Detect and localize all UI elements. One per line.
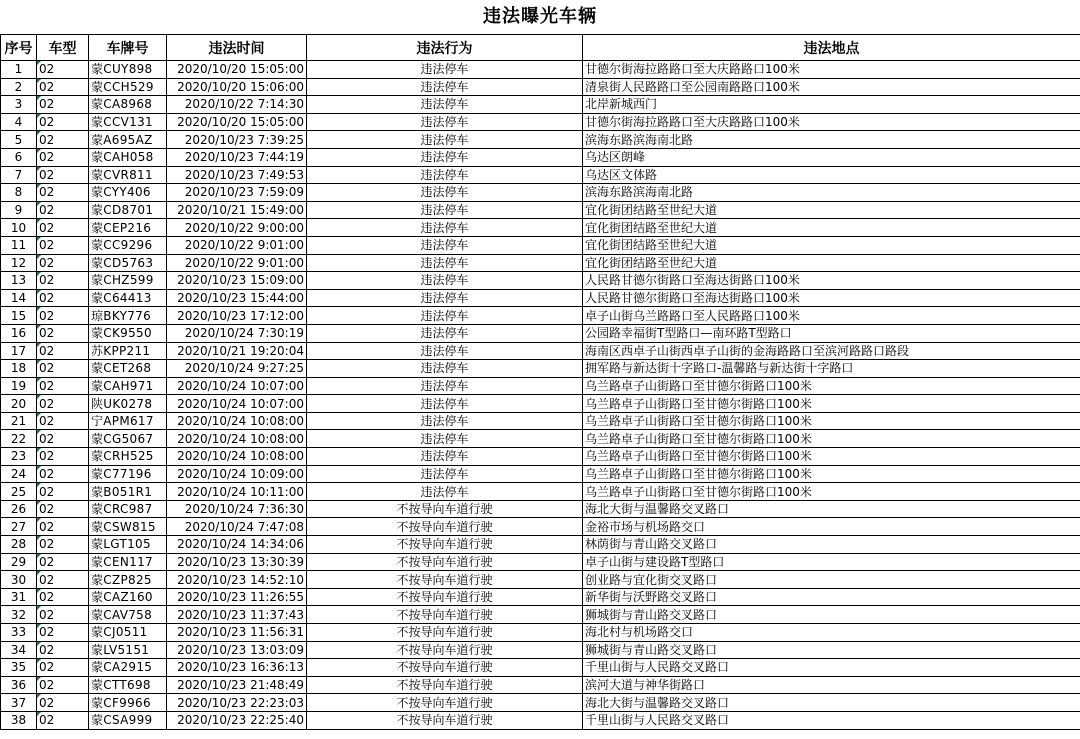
cell-violation-time[interactable]: 2020/10/24 10:08:00 [167, 430, 307, 448]
table-row[interactable] [1, 96, 1080, 114]
cell-violation-time[interactable]: 2020/10/23 22:25:40 [167, 711, 307, 729]
cell-violation-action[interactable]: 违法停车 [307, 131, 583, 149]
table-row[interactable] [1, 377, 1080, 395]
cell-violation-action[interactable]: 不按导向车道行驶 [307, 606, 583, 624]
cell-plate-number[interactable]: 蒙CA2915 [89, 659, 167, 677]
cell-violation-action[interactable]: 违法停车 [307, 272, 583, 290]
table-row[interactable] [1, 78, 1080, 96]
cell-violation-time[interactable]: 2020/10/23 14:52:10 [167, 571, 307, 589]
cell-plate-number[interactable]: 蒙B051R1 [89, 483, 167, 501]
cell-index[interactable]: 7 [1, 166, 37, 184]
cell-violation-location[interactable]: 乌兰路卓子山街路口至甘德尔街路口100米 [583, 465, 1080, 483]
cell-index[interactable]: 22 [1, 430, 37, 448]
cell-plate-number[interactable]: 蒙CAV758 [89, 606, 167, 624]
cell-violation-time[interactable]: 2020/10/21 15:49:00 [167, 201, 307, 219]
cell-violation-action[interactable]: 违法停车 [307, 254, 583, 272]
column-header-type: 车型 [37, 35, 89, 61]
cell-violation-location[interactable]: 乌兰路卓子山街路口至甘德尔街路口100米 [583, 412, 1080, 430]
cell-plate-number[interactable]: 蒙CRH525 [89, 448, 167, 466]
cell-violation-time[interactable]: 2020/10/20 15:05:00 [167, 113, 307, 131]
cell-index[interactable]: 31 [1, 588, 37, 606]
cell-violation-time[interactable]: 2020/10/23 15:09:00 [167, 272, 307, 290]
cell-vehicle-type[interactable]: 02 [37, 430, 89, 448]
cell-violation-time[interactable]: 2020/10/24 10:08:00 [167, 448, 307, 466]
cell-violation-location[interactable]: 乌兰路卓子山街路口至甘德尔街路口100米 [583, 430, 1080, 448]
table-row[interactable] [1, 148, 1080, 166]
cell-index[interactable]: 11 [1, 236, 37, 254]
cell-vehicle-type[interactable]: 02 [37, 289, 89, 307]
cell-plate-number[interactable]: 蒙CTT698 [89, 676, 167, 694]
table-row[interactable] [1, 711, 1080, 729]
cell-violation-time[interactable]: 2020/10/23 13:03:09 [167, 641, 307, 659]
cell-violation-time[interactable]: 2020/10/23 7:39:25 [167, 131, 307, 149]
cell-index[interactable]: 23 [1, 448, 37, 466]
cell-violation-action[interactable]: 违法停车 [307, 96, 583, 114]
table-row[interactable] [1, 624, 1080, 642]
cell-index[interactable]: 26 [1, 500, 37, 518]
cell-vehicle-type[interactable]: 02 [37, 483, 89, 501]
cell-violation-location[interactable]: 宜化街团结路至世纪大道 [583, 254, 1080, 272]
cell-violation-time[interactable]: 2020/10/24 10:09:00 [167, 465, 307, 483]
cell-plate-number[interactable]: 陕UK0278 [89, 395, 167, 413]
cell-vehicle-type[interactable]: 02 [37, 412, 89, 430]
table-row[interactable] [1, 659, 1080, 677]
cell-violation-location[interactable]: 海北大街与温馨路交叉路口 [583, 694, 1080, 712]
cell-violation-action[interactable]: 违法停车 [307, 430, 583, 448]
cell-violation-action[interactable]: 不按导向车道行驶 [307, 659, 583, 677]
cell-violation-location[interactable]: 狮城街与青山路交叉路口 [583, 641, 1080, 659]
table-row[interactable] [1, 571, 1080, 589]
cell-plate-number[interactable]: 蒙CAH971 [89, 377, 167, 395]
cell-vehicle-type[interactable]: 02 [37, 641, 89, 659]
cell-violation-action[interactable]: 违法停车 [307, 184, 583, 202]
cell-violation-action[interactable]: 违法停车 [307, 377, 583, 395]
cell-plate-number[interactable]: 蒙CEN117 [89, 553, 167, 571]
cell-violation-action[interactable]: 违法停车 [307, 465, 583, 483]
cell-vehicle-type[interactable]: 02 [37, 78, 89, 96]
cell-violation-action[interactable]: 违法停车 [307, 61, 583, 79]
cell-violation-time[interactable]: 2020/10/23 16:36:13 [167, 659, 307, 677]
table-row[interactable] [1, 201, 1080, 219]
cell-violation-location[interactable]: 乌达区文体路 [583, 166, 1080, 184]
cell-violation-location[interactable]: 乌兰路卓子山街路口至甘德尔街路口100米 [583, 448, 1080, 466]
cell-violation-time[interactable]: 2020/10/23 15:44:00 [167, 289, 307, 307]
cell-plate-number[interactable]: 蒙CA8968 [89, 96, 167, 114]
cell-violation-location[interactable]: 滨海东路滨海南北路 [583, 131, 1080, 149]
violation-table [0, 34, 1080, 730]
cell-violation-action[interactable]: 违法停车 [307, 342, 583, 360]
table-row[interactable] [1, 518, 1080, 536]
cell-violation-location[interactable]: 狮城街与青山路交叉路口 [583, 606, 1080, 624]
table-row[interactable] [1, 184, 1080, 202]
cell-index[interactable]: 35 [1, 659, 37, 677]
cell-plate-number[interactable]: 蒙CD5763 [89, 254, 167, 272]
table-header-row [1, 35, 1080, 61]
cell-vehicle-type[interactable]: 02 [37, 131, 89, 149]
cell-violation-time[interactable]: 2020/10/24 10:07:00 [167, 395, 307, 413]
cell-plate-number[interactable]: 蒙CVR811 [89, 166, 167, 184]
cell-violation-action[interactable]: 不按导向车道行驶 [307, 571, 583, 589]
cell-violation-location[interactable]: 乌兰路卓子山街路口至甘德尔街路口100米 [583, 483, 1080, 501]
cell-plate-number[interactable]: 蒙CEP216 [89, 219, 167, 237]
cell-violation-time[interactable]: 2020/10/23 7:44:19 [167, 148, 307, 166]
cell-plate-number[interactable]: 蒙CD8701 [89, 201, 167, 219]
cell-violation-action[interactable]: 违法停车 [307, 148, 583, 166]
cell-plate-number[interactable]: 蒙CSW815 [89, 518, 167, 536]
cell-plate-number[interactable]: 苏KPP211 [89, 342, 167, 360]
cell-index[interactable]: 12 [1, 254, 37, 272]
cell-violation-action[interactable]: 违法停车 [307, 395, 583, 413]
cell-violation-action[interactable]: 违法停车 [307, 360, 583, 378]
cell-violation-location[interactable]: 千里山街与人民路交叉路口 [583, 711, 1080, 729]
cell-vehicle-type[interactable]: 02 [37, 324, 89, 342]
cell-plate-number[interactable]: 蒙C64413 [89, 289, 167, 307]
column-header-location: 违法地点 [583, 35, 1080, 61]
cell-violation-location[interactable]: 卓子山街与建设路T型路口 [583, 553, 1080, 571]
table-row[interactable] [1, 289, 1080, 307]
cell-plate-number[interactable]: 蒙CSA999 [89, 711, 167, 729]
cell-index[interactable]: 24 [1, 465, 37, 483]
cell-violation-time[interactable]: 2020/10/23 11:37:43 [167, 606, 307, 624]
table-row[interactable] [1, 236, 1080, 254]
cell-violation-time[interactable]: 2020/10/23 7:59:09 [167, 184, 307, 202]
cell-plate-number[interactable]: 蒙CF9966 [89, 694, 167, 712]
table-row[interactable] [1, 360, 1080, 378]
cell-index[interactable]: 36 [1, 676, 37, 694]
cell-violation-time[interactable]: 2020/10/23 7:49:53 [167, 166, 307, 184]
table-row[interactable] [1, 272, 1080, 290]
cell-violation-action[interactable]: 违法停车 [307, 78, 583, 96]
cell-violation-action[interactable]: 违法停车 [307, 289, 583, 307]
table-row[interactable] [1, 342, 1080, 360]
cell-vehicle-type[interactable]: 02 [37, 96, 89, 114]
cell-violation-action[interactable]: 违法停车 [307, 307, 583, 325]
table-row[interactable] [1, 395, 1080, 413]
cell-index[interactable]: 25 [1, 483, 37, 501]
cell-violation-time[interactable]: 2020/10/23 13:30:39 [167, 553, 307, 571]
cell-vehicle-type[interactable]: 02 [37, 272, 89, 290]
table-row[interactable] [1, 113, 1080, 131]
cell-violation-action[interactable]: 不按导向车道行驶 [307, 500, 583, 518]
cell-violation-time[interactable]: 2020/10/24 14:34:06 [167, 536, 307, 554]
cell-vehicle-type[interactable]: 02 [37, 395, 89, 413]
cell-violation-action[interactable]: 违法停车 [307, 236, 583, 254]
cell-index[interactable]: 10 [1, 219, 37, 237]
cell-violation-location[interactable]: 林荫街与青山路交叉路口 [583, 536, 1080, 554]
cell-vehicle-type[interactable]: 02 [37, 342, 89, 360]
cell-violation-action[interactable]: 违法停车 [307, 483, 583, 501]
cell-plate-number[interactable]: 蒙CCV131 [89, 113, 167, 131]
cell-vehicle-type[interactable]: 02 [37, 676, 89, 694]
table-row[interactable] [1, 588, 1080, 606]
cell-index[interactable]: 18 [1, 360, 37, 378]
cell-index[interactable]: 28 [1, 536, 37, 554]
cell-violation-time[interactable]: 2020/10/24 7:36:30 [167, 500, 307, 518]
table-row[interactable] [1, 694, 1080, 712]
cell-vehicle-type[interactable]: 02 [37, 606, 89, 624]
cell-violation-time[interactable]: 2020/10/20 15:05:00 [167, 61, 307, 79]
cell-violation-location[interactable]: 乌兰路卓子山街路口至甘德尔街路口100米 [583, 377, 1080, 395]
cell-violation-time[interactable]: 2020/10/24 10:08:00 [167, 412, 307, 430]
cell-plate-number[interactable]: 蒙CUY898 [89, 61, 167, 79]
cell-index[interactable]: 34 [1, 641, 37, 659]
cell-index[interactable]: 6 [1, 148, 37, 166]
table-row[interactable] [1, 131, 1080, 149]
table-row[interactable] [1, 430, 1080, 448]
cell-violation-time[interactable]: 2020/10/22 9:01:00 [167, 254, 307, 272]
table-row[interactable] [1, 500, 1080, 518]
cell-violation-action[interactable]: 违法停车 [307, 219, 583, 237]
cell-index[interactable]: 27 [1, 518, 37, 536]
cell-violation-location[interactable]: 人民路甘德尔街路口至海达街路口100米 [583, 272, 1080, 290]
cell-violation-action[interactable]: 不按导向车道行驶 [307, 624, 583, 642]
cell-violation-location[interactable]: 宜化街团结路至世纪大道 [583, 201, 1080, 219]
cell-plate-number[interactable]: 蒙C77196 [89, 465, 167, 483]
cell-violation-time[interactable]: 2020/10/23 21:48:49 [167, 676, 307, 694]
cell-violation-time[interactable]: 2020/10/21 19:20:04 [167, 342, 307, 360]
cell-index[interactable]: 19 [1, 377, 37, 395]
cell-vehicle-type[interactable]: 02 [37, 518, 89, 536]
cell-violation-time[interactable]: 2020/10/23 22:23:03 [167, 694, 307, 712]
cell-index[interactable]: 21 [1, 412, 37, 430]
column-header-time: 违法时间 [167, 35, 307, 61]
cell-vehicle-type[interactable]: 02 [37, 465, 89, 483]
cell-index[interactable]: 13 [1, 272, 37, 290]
cell-violation-location[interactable]: 北岸新城西门 [583, 96, 1080, 114]
cell-violation-location[interactable]: 海南区西卓子山街西卓子山街的金海路路口至滨河路路口路段 [583, 342, 1080, 360]
cell-violation-action[interactable]: 违法停车 [307, 448, 583, 466]
column-header-plate: 车牌号 [89, 35, 167, 61]
cell-violation-time[interactable]: 2020/10/24 9:27:25 [167, 360, 307, 378]
cell-index[interactable]: 15 [1, 307, 37, 325]
cell-violation-location[interactable]: 宜化街团结路至世纪大道 [583, 219, 1080, 237]
cell-index[interactable]: 8 [1, 184, 37, 202]
cell-plate-number[interactable]: 蒙CZP825 [89, 571, 167, 589]
cell-violation-location[interactable]: 乌达区朗峰 [583, 148, 1080, 166]
cell-violation-time[interactable]: 2020/10/24 7:30:19 [167, 324, 307, 342]
cell-vehicle-type[interactable]: 02 [37, 201, 89, 219]
cell-index[interactable]: 4 [1, 113, 37, 131]
cell-violation-action[interactable]: 不按导向车道行驶 [307, 641, 583, 659]
cell-vehicle-type[interactable]: 02 [37, 148, 89, 166]
cell-vehicle-type[interactable]: 02 [37, 166, 89, 184]
cell-violation-location[interactable]: 甘德尔街海拉路路口至大庆路路口100米 [583, 113, 1080, 131]
cell-violation-location[interactable]: 卓子山街乌兰路路口至人民路路口100米 [583, 307, 1080, 325]
cell-violation-location[interactable]: 公园路幸福街T型路口—南环路T型路口 [583, 324, 1080, 342]
cell-plate-number[interactable]: 宁APM617 [89, 412, 167, 430]
cell-vehicle-type[interactable]: 02 [37, 377, 89, 395]
cell-vehicle-type[interactable]: 02 [37, 254, 89, 272]
table-row[interactable] [1, 448, 1080, 466]
cell-violation-location[interactable]: 清泉街人民路路口至公园南路路口100米 [583, 78, 1080, 96]
cell-index[interactable]: 38 [1, 711, 37, 729]
cell-vehicle-type[interactable]: 02 [37, 659, 89, 677]
cell-violation-action[interactable]: 违法停车 [307, 201, 583, 219]
column-header-action: 违法行为 [307, 35, 583, 61]
cell-violation-action[interactable]: 不按导向车道行驶 [307, 711, 583, 729]
cell-vehicle-type[interactable]: 02 [37, 553, 89, 571]
cell-vehicle-type[interactable]: 02 [37, 588, 89, 606]
cell-violation-location[interactable]: 甘德尔街海拉路路口至大庆路路口100米 [583, 61, 1080, 79]
cell-plate-number[interactable]: 蒙CET268 [89, 360, 167, 378]
cell-violation-time[interactable]: 2020/10/23 17:12:00 [167, 307, 307, 325]
table-row[interactable] [1, 676, 1080, 694]
cell-vehicle-type[interactable]: 02 [37, 500, 89, 518]
cell-violation-location[interactable]: 乌兰路卓子山街路口至甘德尔街路口100米 [583, 395, 1080, 413]
cell-index[interactable]: 32 [1, 606, 37, 624]
cell-vehicle-type[interactable]: 02 [37, 307, 89, 325]
cell-plate-number[interactable]: 蒙CAH058 [89, 148, 167, 166]
page-title: 违法曝光车辆 [483, 6, 597, 27]
cell-violation-time[interactable]: 2020/10/22 9:01:00 [167, 236, 307, 254]
cell-violation-action[interactable]: 不按导向车道行驶 [307, 588, 583, 606]
cell-plate-number[interactable]: 蒙A695AZ [89, 131, 167, 149]
table-row[interactable] [1, 166, 1080, 184]
table-row[interactable] [1, 465, 1080, 483]
cell-violation-location[interactable]: 宜化街团结路至世纪大道 [583, 236, 1080, 254]
cell-violation-action[interactable]: 违法停车 [307, 324, 583, 342]
cell-violation-location[interactable]: 人民路甘德尔街路口至海达街路口100米 [583, 289, 1080, 307]
column-header-index: 序号 [1, 35, 37, 61]
cell-vehicle-type[interactable]: 02 [37, 219, 89, 237]
cell-vehicle-type[interactable]: 02 [37, 113, 89, 131]
cell-violation-action[interactable]: 不按导向车道行驶 [307, 694, 583, 712]
cell-violation-time[interactable]: 2020/10/23 11:56:31 [167, 624, 307, 642]
cell-plate-number[interactable]: 蒙CYY406 [89, 184, 167, 202]
cell-violation-location[interactable]: 创业路与宜化街交叉路口 [583, 571, 1080, 589]
table-row[interactable] [1, 536, 1080, 554]
table-row[interactable] [1, 254, 1080, 272]
cell-violation-action[interactable]: 不按导向车道行驶 [307, 676, 583, 694]
cell-index[interactable]: 5 [1, 131, 37, 149]
cell-plate-number[interactable]: 蒙LGT105 [89, 536, 167, 554]
cell-index[interactable]: 2 [1, 78, 37, 96]
cell-plate-number[interactable]: 蒙CRC987 [89, 500, 167, 518]
cell-violation-location[interactable]: 海北村与机场路交口 [583, 624, 1080, 642]
cell-vehicle-type[interactable]: 02 [37, 61, 89, 79]
cell-violation-location[interactable]: 拥军路与新达街十字路口-温馨路与新达街十字路口 [583, 360, 1080, 378]
table-row[interactable] [1, 61, 1080, 79]
cell-violation-location[interactable]: 滨海东路滨海南北路 [583, 184, 1080, 202]
cell-violation-action[interactable]: 不按导向车道行驶 [307, 518, 583, 536]
cell-index[interactable]: 1 [1, 61, 37, 79]
table-row[interactable] [1, 307, 1080, 325]
cell-violation-time[interactable]: 2020/10/24 10:11:00 [167, 483, 307, 501]
cell-violation-time[interactable]: 2020/10/22 7:14:30 [167, 96, 307, 114]
table-row[interactable] [1, 641, 1080, 659]
cell-index[interactable]: 20 [1, 395, 37, 413]
table-row[interactable] [1, 483, 1080, 501]
cell-violation-location[interactable]: 海北大街与温馨路交叉路口 [583, 500, 1080, 518]
cell-index[interactable]: 16 [1, 324, 37, 342]
cell-index[interactable]: 33 [1, 624, 37, 642]
cell-vehicle-type[interactable]: 02 [37, 184, 89, 202]
table-row[interactable] [1, 412, 1080, 430]
cell-plate-number[interactable]: 蒙CK9550 [89, 324, 167, 342]
cell-vehicle-type[interactable]: 02 [37, 694, 89, 712]
cell-plate-number[interactable]: 蒙LV5151 [89, 641, 167, 659]
cell-vehicle-type[interactable]: 02 [37, 624, 89, 642]
cell-index[interactable]: 17 [1, 342, 37, 360]
cell-vehicle-type[interactable]: 02 [37, 536, 89, 554]
cell-violation-action[interactable]: 不按导向车道行驶 [307, 553, 583, 571]
cell-violation-location[interactable]: 新华街与沃野路交叉路口 [583, 588, 1080, 606]
cell-index[interactable]: 37 [1, 694, 37, 712]
cell-plate-number[interactable]: 蒙CHZ599 [89, 272, 167, 290]
cell-violation-location[interactable]: 千里山街与人民路交叉路口 [583, 659, 1080, 677]
cell-violation-time[interactable]: 2020/10/20 15:06:00 [167, 78, 307, 96]
table-row[interactable] [1, 553, 1080, 571]
cell-violation-time[interactable]: 2020/10/22 9:00:00 [167, 219, 307, 237]
cell-plate-number[interactable]: 蒙CJ0511 [89, 624, 167, 642]
cell-violation-action[interactable]: 违法停车 [307, 113, 583, 131]
cell-plate-number[interactable]: 蒙CAZ160 [89, 588, 167, 606]
cell-violation-action[interactable]: 违法停车 [307, 412, 583, 430]
cell-index[interactable]: 14 [1, 289, 37, 307]
cell-plate-number[interactable]: 蒙CG5067 [89, 430, 167, 448]
cell-index[interactable]: 29 [1, 553, 37, 571]
cell-index[interactable]: 3 [1, 96, 37, 114]
cell-plate-number[interactable]: 琼BKY776 [89, 307, 167, 325]
cell-violation-time[interactable]: 2020/10/24 7:47:08 [167, 518, 307, 536]
cell-violation-location[interactable]: 滨河大道与神华街路口 [583, 676, 1080, 694]
cell-vehicle-type[interactable]: 02 [37, 571, 89, 589]
cell-plate-number[interactable]: 蒙CC9296 [89, 236, 167, 254]
cell-vehicle-type[interactable]: 02 [37, 711, 89, 729]
cell-vehicle-type[interactable]: 02 [37, 448, 89, 466]
cell-index[interactable]: 30 [1, 571, 37, 589]
cell-vehicle-type[interactable]: 02 [37, 236, 89, 254]
cell-vehicle-type[interactable]: 02 [37, 360, 89, 378]
cell-violation-action[interactable]: 不按导向车道行驶 [307, 536, 583, 554]
table-row[interactable] [1, 606, 1080, 624]
table-row[interactable] [1, 219, 1080, 237]
cell-index[interactable]: 9 [1, 201, 37, 219]
cell-violation-time[interactable]: 2020/10/24 10:07:00 [167, 377, 307, 395]
cell-violation-time[interactable]: 2020/10/23 11:26:55 [167, 588, 307, 606]
table-row[interactable] [1, 324, 1080, 342]
cell-violation-action[interactable]: 违法停车 [307, 166, 583, 184]
cell-plate-number[interactable]: 蒙CCH529 [89, 78, 167, 96]
cell-violation-location[interactable]: 金裕市场与机场路交口 [583, 518, 1080, 536]
